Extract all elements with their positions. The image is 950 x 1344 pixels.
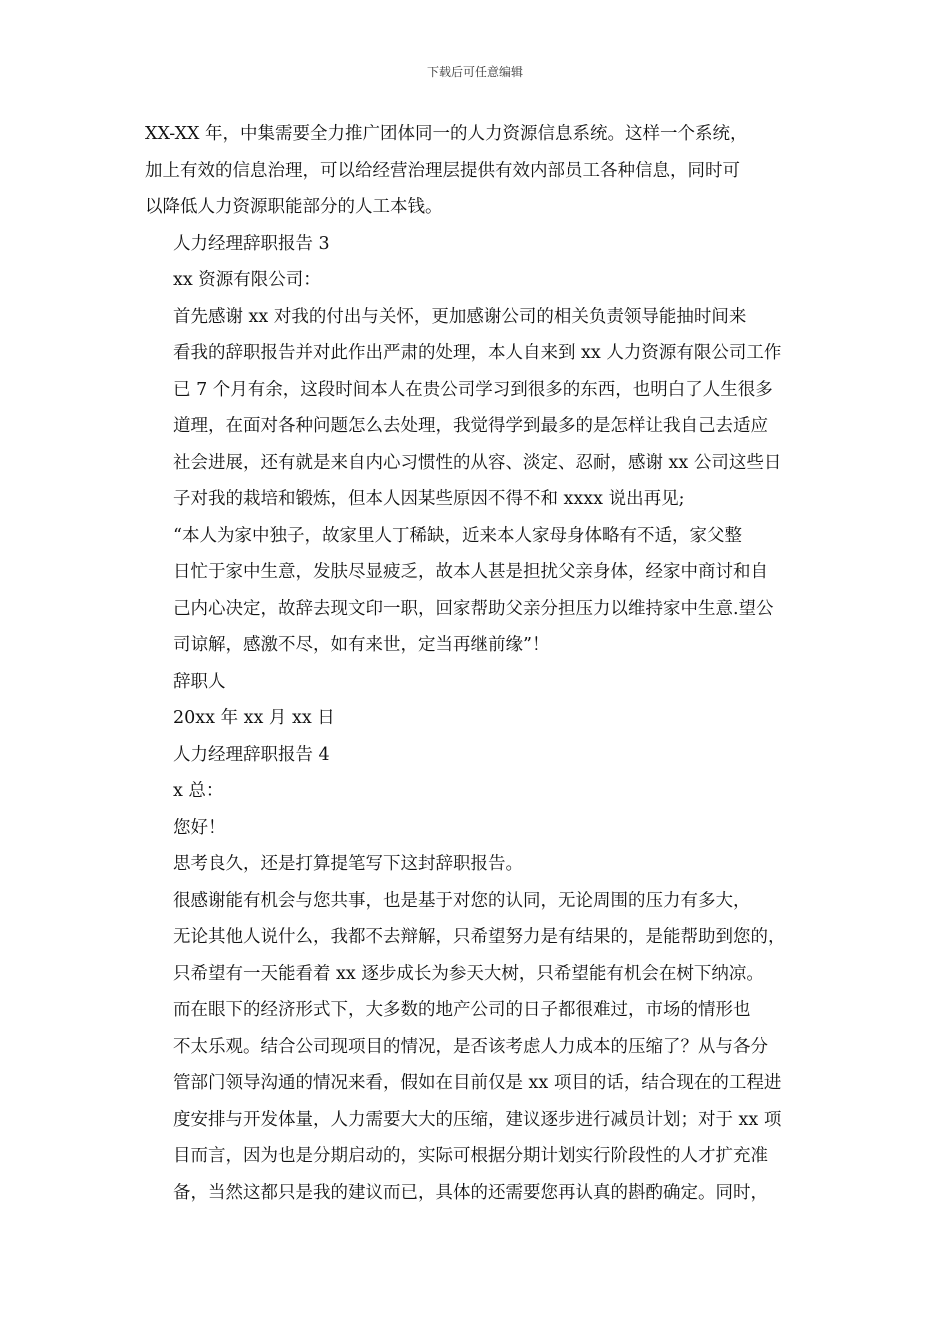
paragraph (145, 299, 810, 518)
text-line: 日忙于家中生意，发肤尽显疲乏，故本人甚是担扰父亲身体，经家中商讨和自 (173, 562, 768, 582)
text-line: 无论其他人说什么，我都不去辩解，只希望努力是有结果的，是能帮助到您的， (173, 927, 786, 947)
text-line: 道理，在面对各种问题怎么去处理，我觉得学到最多的是怎样让我自己去适应 (173, 416, 768, 436)
text-line: 已 7 个月有余，这段时间本人在贵公司学习到很多的东西，也明白了人生很多 (173, 379, 773, 400)
paragraph (145, 846, 810, 883)
text-line: 您好！ (173, 817, 226, 838)
text-line: 目而言，因为也是分期启动的，实际可根据分期计划实行阶段性的人才扩充准 (173, 1146, 768, 1166)
paragraph (145, 700, 810, 737)
text-line: 20xx 年 xx 月 xx 日 (173, 708, 335, 728)
text-line: “本人为家中独子，故家里人丁稀缺，近来本人家母身体略有不适，家父整 (173, 525, 742, 546)
text-line: 首先感谢 xx 对我的付出与关怀，更加感谢公司的相关负责领导能抽时间来 (173, 306, 747, 327)
paragraph (145, 737, 810, 774)
paragraph (145, 810, 810, 847)
paragraph (145, 773, 810, 810)
document-body (145, 116, 810, 1211)
page-header-note: 下载后可任意编辑 (426, 65, 523, 79)
text-line: 辞职人 (173, 671, 226, 692)
text-line: 备，当然这都只是我的建议而已，具体的还需要您再认真的斟酌确定。同时， (173, 1182, 768, 1203)
text-line: 社会进展，还有就是来自内心习惯性的从容、淡定、忍耐，感谢 xx 公司这些日 (173, 452, 782, 473)
text-line: 管部门领导沟通的情况来看，假如在目前仅是 xx 项目的话，结合现在的工程进 (173, 1073, 782, 1093)
text-line: 己内心决定，故辞去现文印一职，回家帮助父亲分担压力以维持家中生意.望公 (173, 598, 774, 619)
text-line: 人力经理辞职报告 3 (173, 233, 330, 254)
text-line: 度安排与开发体量，人力需要大大的压缩，建议逐步进行减员计划；对于 xx 项 (173, 1109, 782, 1130)
text-line: 而在眼下的经济形式下，大多数的地产公司的日子都很难过，市场的情形也 (173, 1000, 751, 1020)
text-line: 不太乐观。结合公司现项目的情况，是否该考虑人力成本的压缩了？从与各分 (173, 1036, 768, 1057)
text-line: 很感谢能有机会与您共事，也是基于对您的认同，无论周围的压力有多大， (173, 890, 751, 911)
text-line: 人力经理辞职报告 4 (173, 744, 330, 765)
paragraph (145, 992, 810, 1211)
paragraph (145, 116, 810, 226)
text-line: XX-XX 年，中集需要全力推广团体同一的人力资源信息系统。这样一个系统， (145, 124, 748, 144)
text-line: 以降低人力资源职能部分的人工本钱。 (145, 197, 443, 217)
paragraph (145, 262, 810, 299)
text-line: 看我的辞职报告并对此作出严肃的处理，本人自来到 xx 人力资源有限公司工作 (173, 343, 782, 363)
text-line: 子对我的栽培和锻炼，但本人因某些原因不得不和 xxxx 说出再见; (173, 489, 685, 509)
text-line: 司谅解，感激不尽，如有来世，定当再继前缘”！ (173, 635, 550, 655)
text-line: xx 资源有限公司： (173, 270, 321, 290)
paragraph (145, 664, 810, 701)
paragraph (145, 518, 810, 664)
text-line: 加上有效的信息治理，可以给经营治理层提供有效内部员工各种信息，同时可 (145, 160, 740, 181)
paragraph (145, 226, 810, 263)
text-line: x 总： (173, 781, 224, 801)
text-line: 思考良久，还是打算提笔写下这封辞职报告。 (173, 854, 523, 874)
paragraph (145, 883, 810, 993)
text-line: 只希望有一天能看着 xx 逐步成长为参天大树，只希望能有机会在树下纳凉。 (173, 963, 764, 984)
